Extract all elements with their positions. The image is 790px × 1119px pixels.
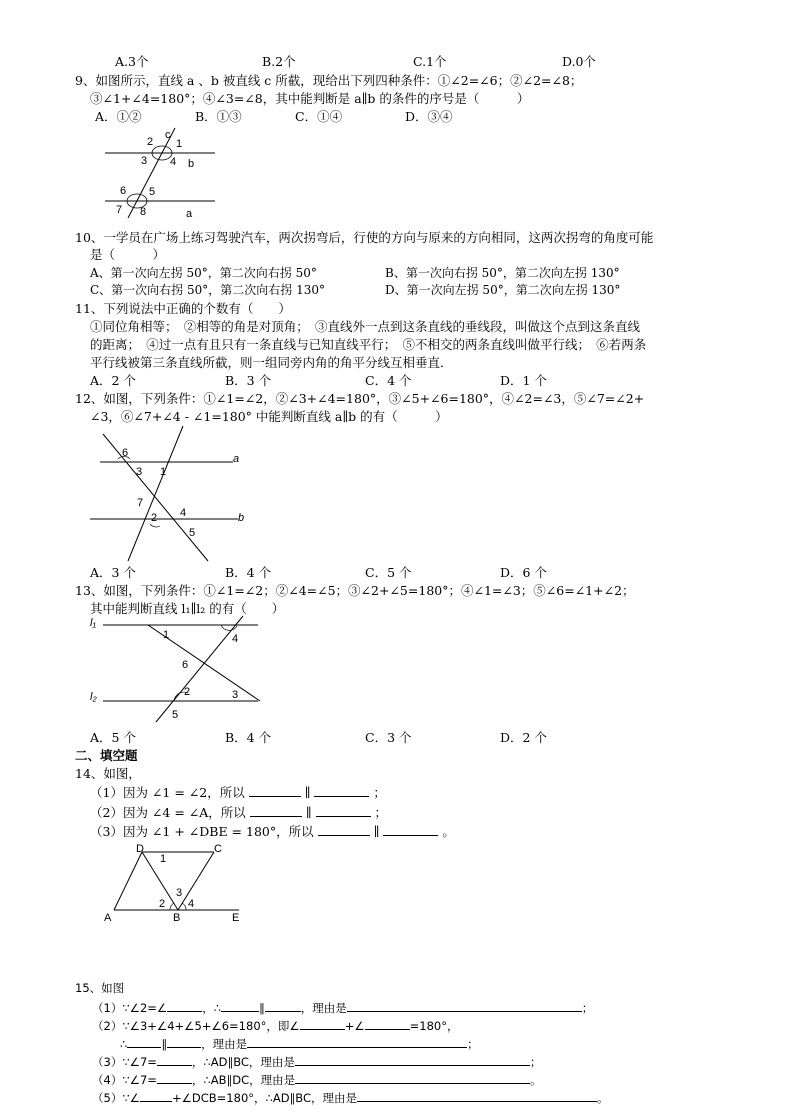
fig-label: 4 <box>180 507 187 519</box>
fig-label: b <box>238 512 245 524</box>
option-b[interactable]: B．3 个 <box>225 373 272 388</box>
option-d[interactable]: D.0个 <box>562 54 597 69</box>
q11-line4: 平行线被第三条直线所截，则一组同旁内角的角平分线互相垂直． <box>90 355 453 370</box>
answer-blank[interactable] <box>265 999 301 1012</box>
answer-blank[interactable] <box>383 823 438 836</box>
item-sep: ∥ <box>373 824 380 839</box>
option-a[interactable]: A.3个 <box>115 54 149 69</box>
q11-line1: 11、下列说法中正确的个数有（ ） <box>75 301 291 316</box>
answer-blank[interactable] <box>295 1053 530 1066</box>
q12-line2: ∠3，⑥∠7+∠4 - ∠1=180° 中能判断直线 a∥b 的有（ ） <box>90 409 448 424</box>
option-a[interactable]: A．3 个 <box>90 565 136 580</box>
q15-line-6 <box>92 1089 609 1106</box>
fig-label: 1 <box>160 853 167 865</box>
q14-item-1 <box>90 783 386 801</box>
q11-line2: ①同位角相等； ②相等的角是对顶角； ③直线外一点到这条直线的垂线段，叫做这个点到这条直线 <box>90 319 641 334</box>
fig-label: 1 <box>176 138 183 150</box>
fig-label: 6 <box>120 185 127 197</box>
option-b[interactable]: B.2个 <box>262 54 296 69</box>
text: （3）∵∠7= <box>92 1055 157 1069</box>
text: ； <box>581 1001 594 1015</box>
item-text: （2）因为 ∠4 = ∠A，所以 <box>90 805 246 820</box>
q15-line-2 <box>92 1017 459 1034</box>
fig-label: 2 <box>147 136 154 148</box>
option-c[interactable]: C．3 个 <box>365 730 412 745</box>
item-end: 。 <box>442 824 455 839</box>
answer-blank[interactable] <box>314 784 369 797</box>
answer-blank[interactable] <box>167 999 202 1012</box>
option-b[interactable]: B．4 个 <box>225 730 272 745</box>
q10-line2: 是（ ） <box>90 247 166 262</box>
answer-blank[interactable] <box>316 804 371 817</box>
fig-label: 1 <box>163 629 170 641</box>
item-text: （1）因为 ∠1 = ∠2，所以 <box>90 785 245 800</box>
answer-blank[interactable] <box>249 784 301 797</box>
fig-label: a <box>233 453 240 465</box>
text: （2）∵∠3+∠4+∠5+∠6=180°，即∠ <box>92 1019 300 1033</box>
q9-line2: ③∠1+∠4=180°；④∠3=∠8，其中能判断是 a∥b 的条件的序号是（ ） <box>90 91 530 106</box>
q15-line-4 <box>92 1053 541 1070</box>
answer-blank[interactable] <box>300 1017 345 1030</box>
text: ，∴AD∥BC，理由是 <box>191 1055 295 1069</box>
text: ； <box>467 1037 479 1051</box>
option-c[interactable]: C．4 个 <box>365 373 412 388</box>
option-c[interactable]: C.1个 <box>413 54 447 69</box>
option-c[interactable]: C、第一次向右拐 50°，第二次向右拐 130° <box>90 283 325 297</box>
option-a[interactable]: A、第一次向左拐 50°，第二次向右拐 50° <box>90 266 317 280</box>
fig-label: 7 <box>137 497 144 509</box>
text: （5）∵∠ <box>92 1091 140 1105</box>
fig-label: 4 <box>232 633 239 645</box>
fig-label: 3 <box>141 155 148 167</box>
item-end: ； <box>373 785 386 800</box>
answer-blank[interactable] <box>221 999 259 1012</box>
answer-blank[interactable] <box>157 1053 192 1066</box>
option-d[interactable]: D、第一次向左拐 50°，第二次向左拐 130° <box>385 283 621 297</box>
text: ，理由是 <box>201 1037 248 1051</box>
option-b[interactable]: B．①③ <box>195 109 242 124</box>
text: ∴ <box>120 1037 128 1051</box>
fig-label: 2 <box>184 686 191 698</box>
q9-figure <box>100 126 220 221</box>
q12-figure <box>88 424 258 564</box>
q11-line3: 的距离； ④过一点有且只有一条直线与已知直线平行； ⑤不相交的两条直线叫做平行线； ⑥若两条 <box>90 337 647 352</box>
text: ，∴ <box>202 1001 222 1015</box>
answer-blank[interactable] <box>318 823 370 836</box>
option-a[interactable]: A．5 个 <box>90 730 136 745</box>
fig-label: l₁ <box>90 617 96 629</box>
fig-label: B <box>173 912 181 924</box>
fig-label: 4 <box>170 156 177 168</box>
option-d[interactable]: D．1 个 <box>500 373 547 388</box>
option-c[interactable]: C．5 个 <box>365 565 412 580</box>
option-d[interactable]: D．6 个 <box>500 565 547 580</box>
fig-label: D <box>136 843 144 855</box>
text: +∠ <box>344 1019 365 1033</box>
answer-blank[interactable] <box>167 1035 201 1048</box>
answer-blank[interactable] <box>127 1035 161 1048</box>
text: 。 <box>597 1091 609 1105</box>
fig-label: 7 <box>116 204 123 216</box>
fig-label: c <box>165 129 171 141</box>
fig-label: 4 <box>188 898 195 910</box>
answer-blank[interactable] <box>357 1089 597 1102</box>
answer-blank[interactable] <box>157 1071 192 1084</box>
section-title: 二、填空题 <box>75 748 138 763</box>
fig-label: 5 <box>149 186 156 198</box>
text: ，∴AB∥DC，理由是 <box>191 1073 296 1087</box>
fig-label: b <box>188 158 195 170</box>
item-text: （3）因为 ∠1 + ∠DBE = 180°，所以 <box>90 824 314 839</box>
answer-blank[interactable] <box>295 1071 530 1084</box>
fig-label: 3 <box>232 689 239 701</box>
q14-item-3 <box>90 822 455 840</box>
fig-label: 3 <box>136 466 143 478</box>
fig-label: E <box>232 912 240 924</box>
fig-label: 6 <box>122 447 129 459</box>
q9-line1: 9、如图所示，直线 a 、b 被直线 c 所截，现给出下列四种条件：①∠2=∠6；②∠2=∠8； <box>75 73 583 88</box>
item-sep: ∥ <box>305 805 312 820</box>
answer-blank[interactable] <box>247 1035 467 1048</box>
text: （1）∵∠2=∠ <box>92 1001 168 1015</box>
q15-title: 15、如图 <box>75 981 125 995</box>
text: 。 <box>530 1073 542 1087</box>
fig-label: C <box>214 843 222 855</box>
text: =180°， <box>409 1019 459 1033</box>
fig-label: l₂ <box>90 691 97 703</box>
q15-line-5 <box>92 1071 542 1088</box>
fig-label: 2 <box>151 512 158 524</box>
fig-label: 5 <box>172 709 179 721</box>
answer-blank[interactable] <box>140 1089 172 1102</box>
item-sep: ∥ <box>304 785 311 800</box>
option-a[interactable]: A．①② <box>95 109 142 124</box>
q10-line1: 10、一学员在广场上练习驾驶汽车，两次拐弯后，行使的方向与原来的方向相同，这两次拐弯的角度可能 <box>75 230 654 245</box>
fig-label: 3 <box>176 887 183 899</box>
option-c[interactable]: C．①④ <box>295 109 343 124</box>
q13-line2: 其中能判断直线 l₁∥l₂ 的有（ ） <box>90 601 285 616</box>
fig-label: a <box>186 208 193 220</box>
text: ∥ <box>259 1001 265 1015</box>
text: ； <box>529 1055 542 1069</box>
text: （4）∵∠7= <box>92 1073 157 1087</box>
q13-figure <box>88 614 268 724</box>
q14-figure <box>104 840 249 925</box>
q14-title: 14、如图， <box>75 766 141 781</box>
item-end: ； <box>374 805 388 820</box>
fig-label: 2 <box>159 898 166 910</box>
fig-label: 5 <box>189 527 196 539</box>
fig-label: 1 <box>160 466 167 478</box>
fig-label: 6 <box>182 659 189 671</box>
option-b[interactable]: B、第一次向右拐 50°，第二次向左拐 130° <box>385 266 620 280</box>
option-d[interactable]: D．2 个 <box>500 730 547 745</box>
fig-label: A <box>104 912 112 924</box>
text: +∠DCB=180°，∴AD∥BC，理由是 <box>171 1091 358 1105</box>
fig-label: 8 <box>140 206 147 218</box>
q12-line1: 12、如图，下列条件：①∠1=∠2，②∠3+∠4=180°，③∠5+∠6=180°，④∠2=∠3，⑤∠7=∠2+ <box>75 391 645 406</box>
q15-line-1 <box>92 999 593 1016</box>
q14-item-2 <box>90 803 387 821</box>
text: ∥ <box>161 1037 168 1051</box>
q15-line-3 <box>120 1035 479 1052</box>
q13-line1: 13、如图，下列条件：①∠1=∠2；②∠4=∠5；③∠2+∠5=180°；④∠1=∠3；⑤∠6=∠1+∠2； <box>75 583 635 598</box>
answer-blank[interactable] <box>347 999 582 1012</box>
answer-blank[interactable] <box>250 804 302 817</box>
text: ，理由是 <box>300 1001 347 1015</box>
option-d[interactable]: D．③④ <box>405 109 453 124</box>
option-a[interactable]: A．2 个 <box>90 373 136 388</box>
option-b[interactable]: B．4 个 <box>225 565 272 580</box>
answer-blank[interactable] <box>365 1017 410 1030</box>
